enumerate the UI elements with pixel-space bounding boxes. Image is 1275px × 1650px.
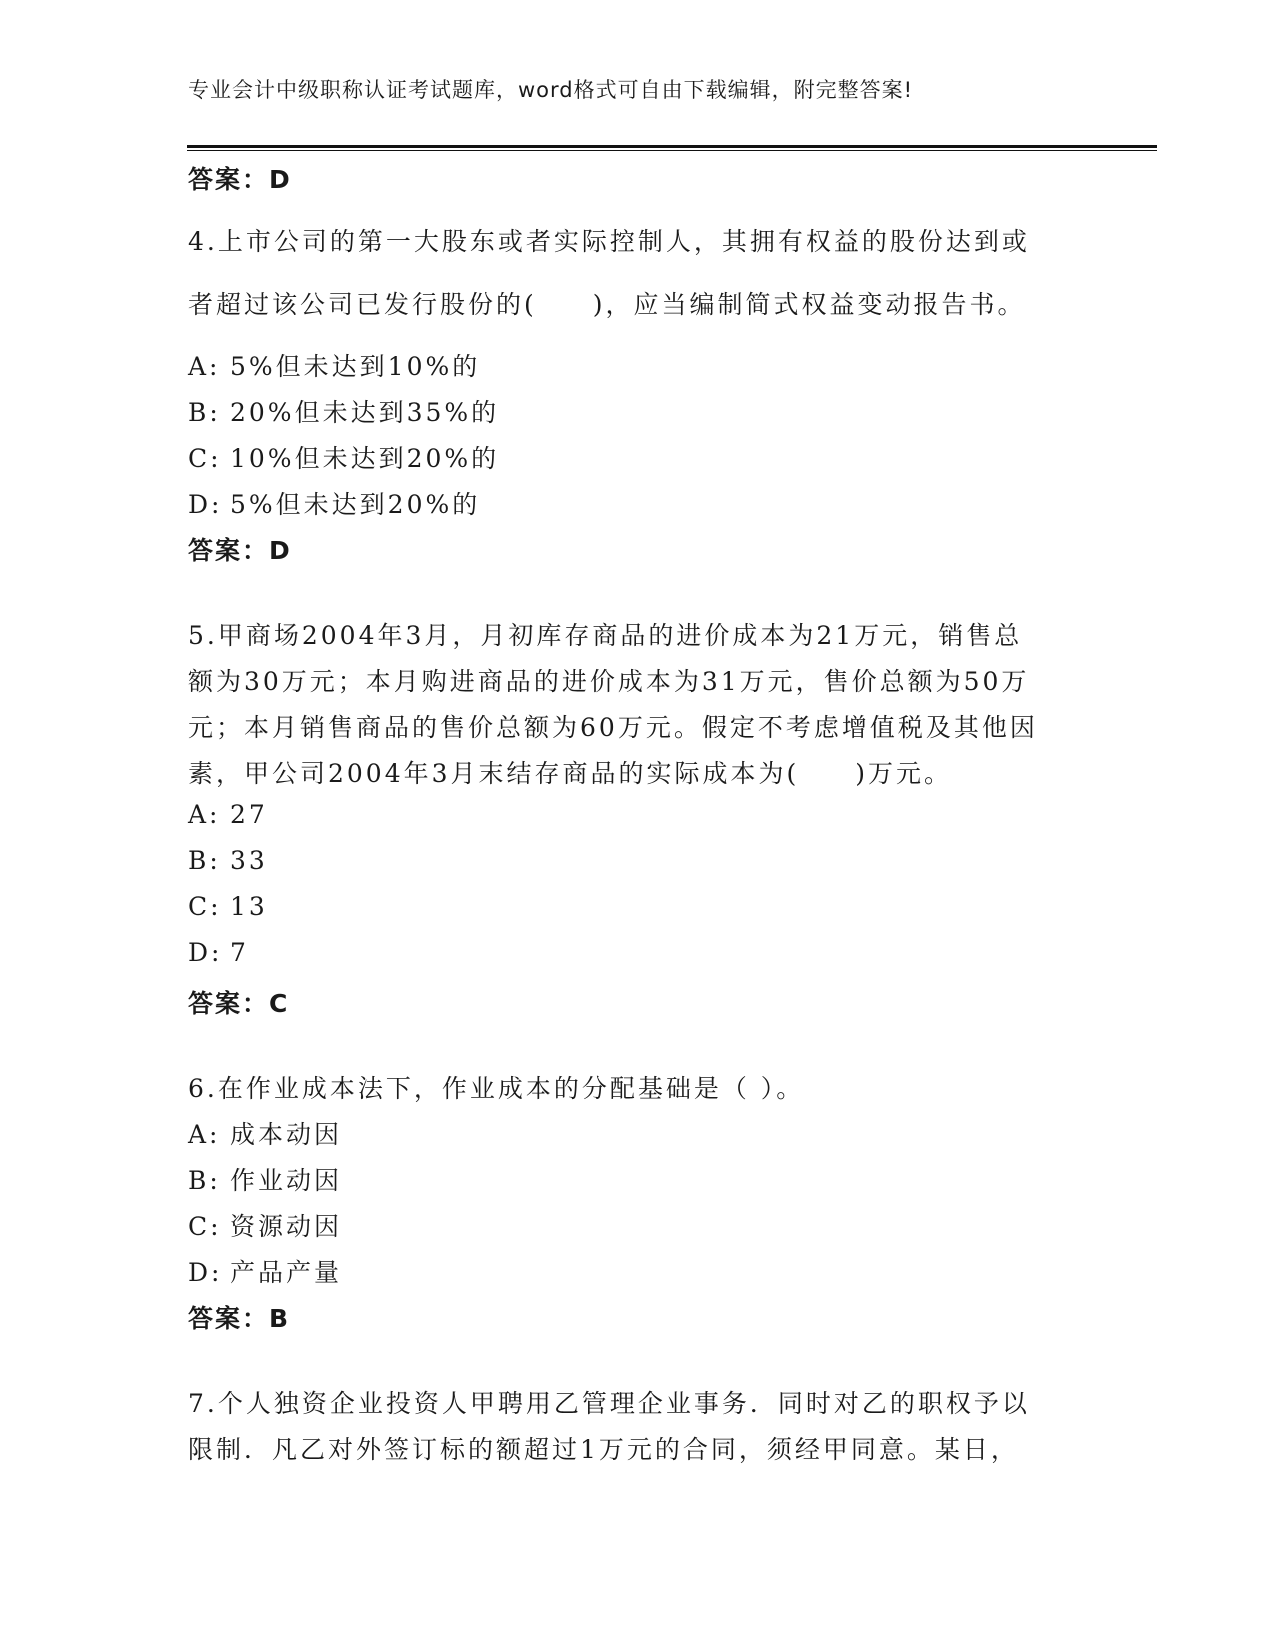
header-rule-thin: [187, 150, 1157, 151]
question-4-option-c: [188, 439, 499, 475]
question-6-option-a: [188, 1115, 342, 1151]
question-6-option-c: [188, 1207, 342, 1243]
question-5-option-d: [188, 938, 249, 967]
question-4-option-d: [188, 485, 480, 521]
option-letter: D:: [188, 490, 223, 519]
option-text: 作业动因: [230, 1166, 343, 1195]
question-5-line-2: 额为30万元；本月购进商品的进价成本为31万元，售价总额为50万: [188, 667, 1030, 696]
question-4-line-1: 4.上市公司的第一大股东或者实际控制人，其拥有权益的股份达到或: [188, 227, 1030, 256]
question-5-line-3: 元；本月销售商品的售价总额为60万元。假定不考虑增值税及其他因: [188, 713, 1038, 742]
option-letter: A:: [188, 352, 221, 381]
question-5-option-c: [188, 892, 268, 921]
option-text: 成本动因: [230, 1120, 343, 1149]
option-letter: B:: [188, 1166, 221, 1195]
question-5-option-a: [188, 800, 268, 829]
question-5-line-4: 素，甲公司2004年3月末结存商品的实际成本为( )万元。: [188, 759, 953, 788]
option-letter: B:: [188, 398, 221, 427]
answer-5: 答案：C: [188, 989, 290, 1018]
option-text: 5%但未达到20%的: [230, 490, 481, 519]
option-text: 33: [230, 846, 268, 875]
question-7-line-2: 限制．凡乙对外签订标的额超过1万元的合同，须经甲同意。某日，: [188, 1435, 1019, 1464]
page-header: 专业会计中级职称认证考试题库，word格式可自由下载编辑，附完整答案!: [188, 78, 914, 102]
question-6-option-d: [188, 1253, 342, 1289]
option-text: 10%但未达到20%的: [230, 444, 500, 473]
option-letter: C:: [188, 892, 222, 921]
option-letter: D:: [188, 1258, 223, 1287]
question-5-option-b: [188, 846, 268, 875]
header-rule-thick: [187, 145, 1157, 148]
option-letter: D:: [188, 938, 223, 967]
option-letter: A:: [188, 800, 221, 829]
question-4-line-2: 者超过该公司已发行股份的( )，应当编制简式权益变动报告书。: [188, 290, 1026, 319]
question-6-option-b: [188, 1161, 342, 1197]
option-text: 资源动因: [230, 1212, 343, 1241]
answer-6: 答案：B: [188, 1304, 291, 1333]
question-4-option-b: [188, 393, 499, 429]
option-letter: B:: [188, 846, 221, 875]
question-6-line-1: 6.在作业成本法下，作业成本的分配基础是（ ）。: [188, 1074, 805, 1103]
option-text: 7: [230, 938, 249, 967]
answer-4: 答案：D: [188, 536, 292, 565]
option-letter: C:: [188, 444, 222, 473]
option-letter: C:: [188, 1212, 222, 1241]
option-text: 13: [230, 892, 268, 921]
answer-3: 答案：D: [188, 165, 292, 194]
option-text: 产品产量: [230, 1258, 343, 1287]
option-text: 20%但未达到35%的: [230, 398, 500, 427]
question-5-line-1: 5.甲商场2004年3月，月初库存商品的进价成本为21万元，销售总: [188, 621, 1023, 650]
option-letter: A:: [188, 1120, 221, 1149]
question-7-line-1: 7.个人独资企业投资人甲聘用乙管理企业事务．同时对乙的职权予以: [188, 1389, 1030, 1418]
question-4-option-a: [188, 347, 480, 383]
option-text: 5%但未达到10%的: [230, 352, 481, 381]
option-text: 27: [230, 800, 268, 829]
